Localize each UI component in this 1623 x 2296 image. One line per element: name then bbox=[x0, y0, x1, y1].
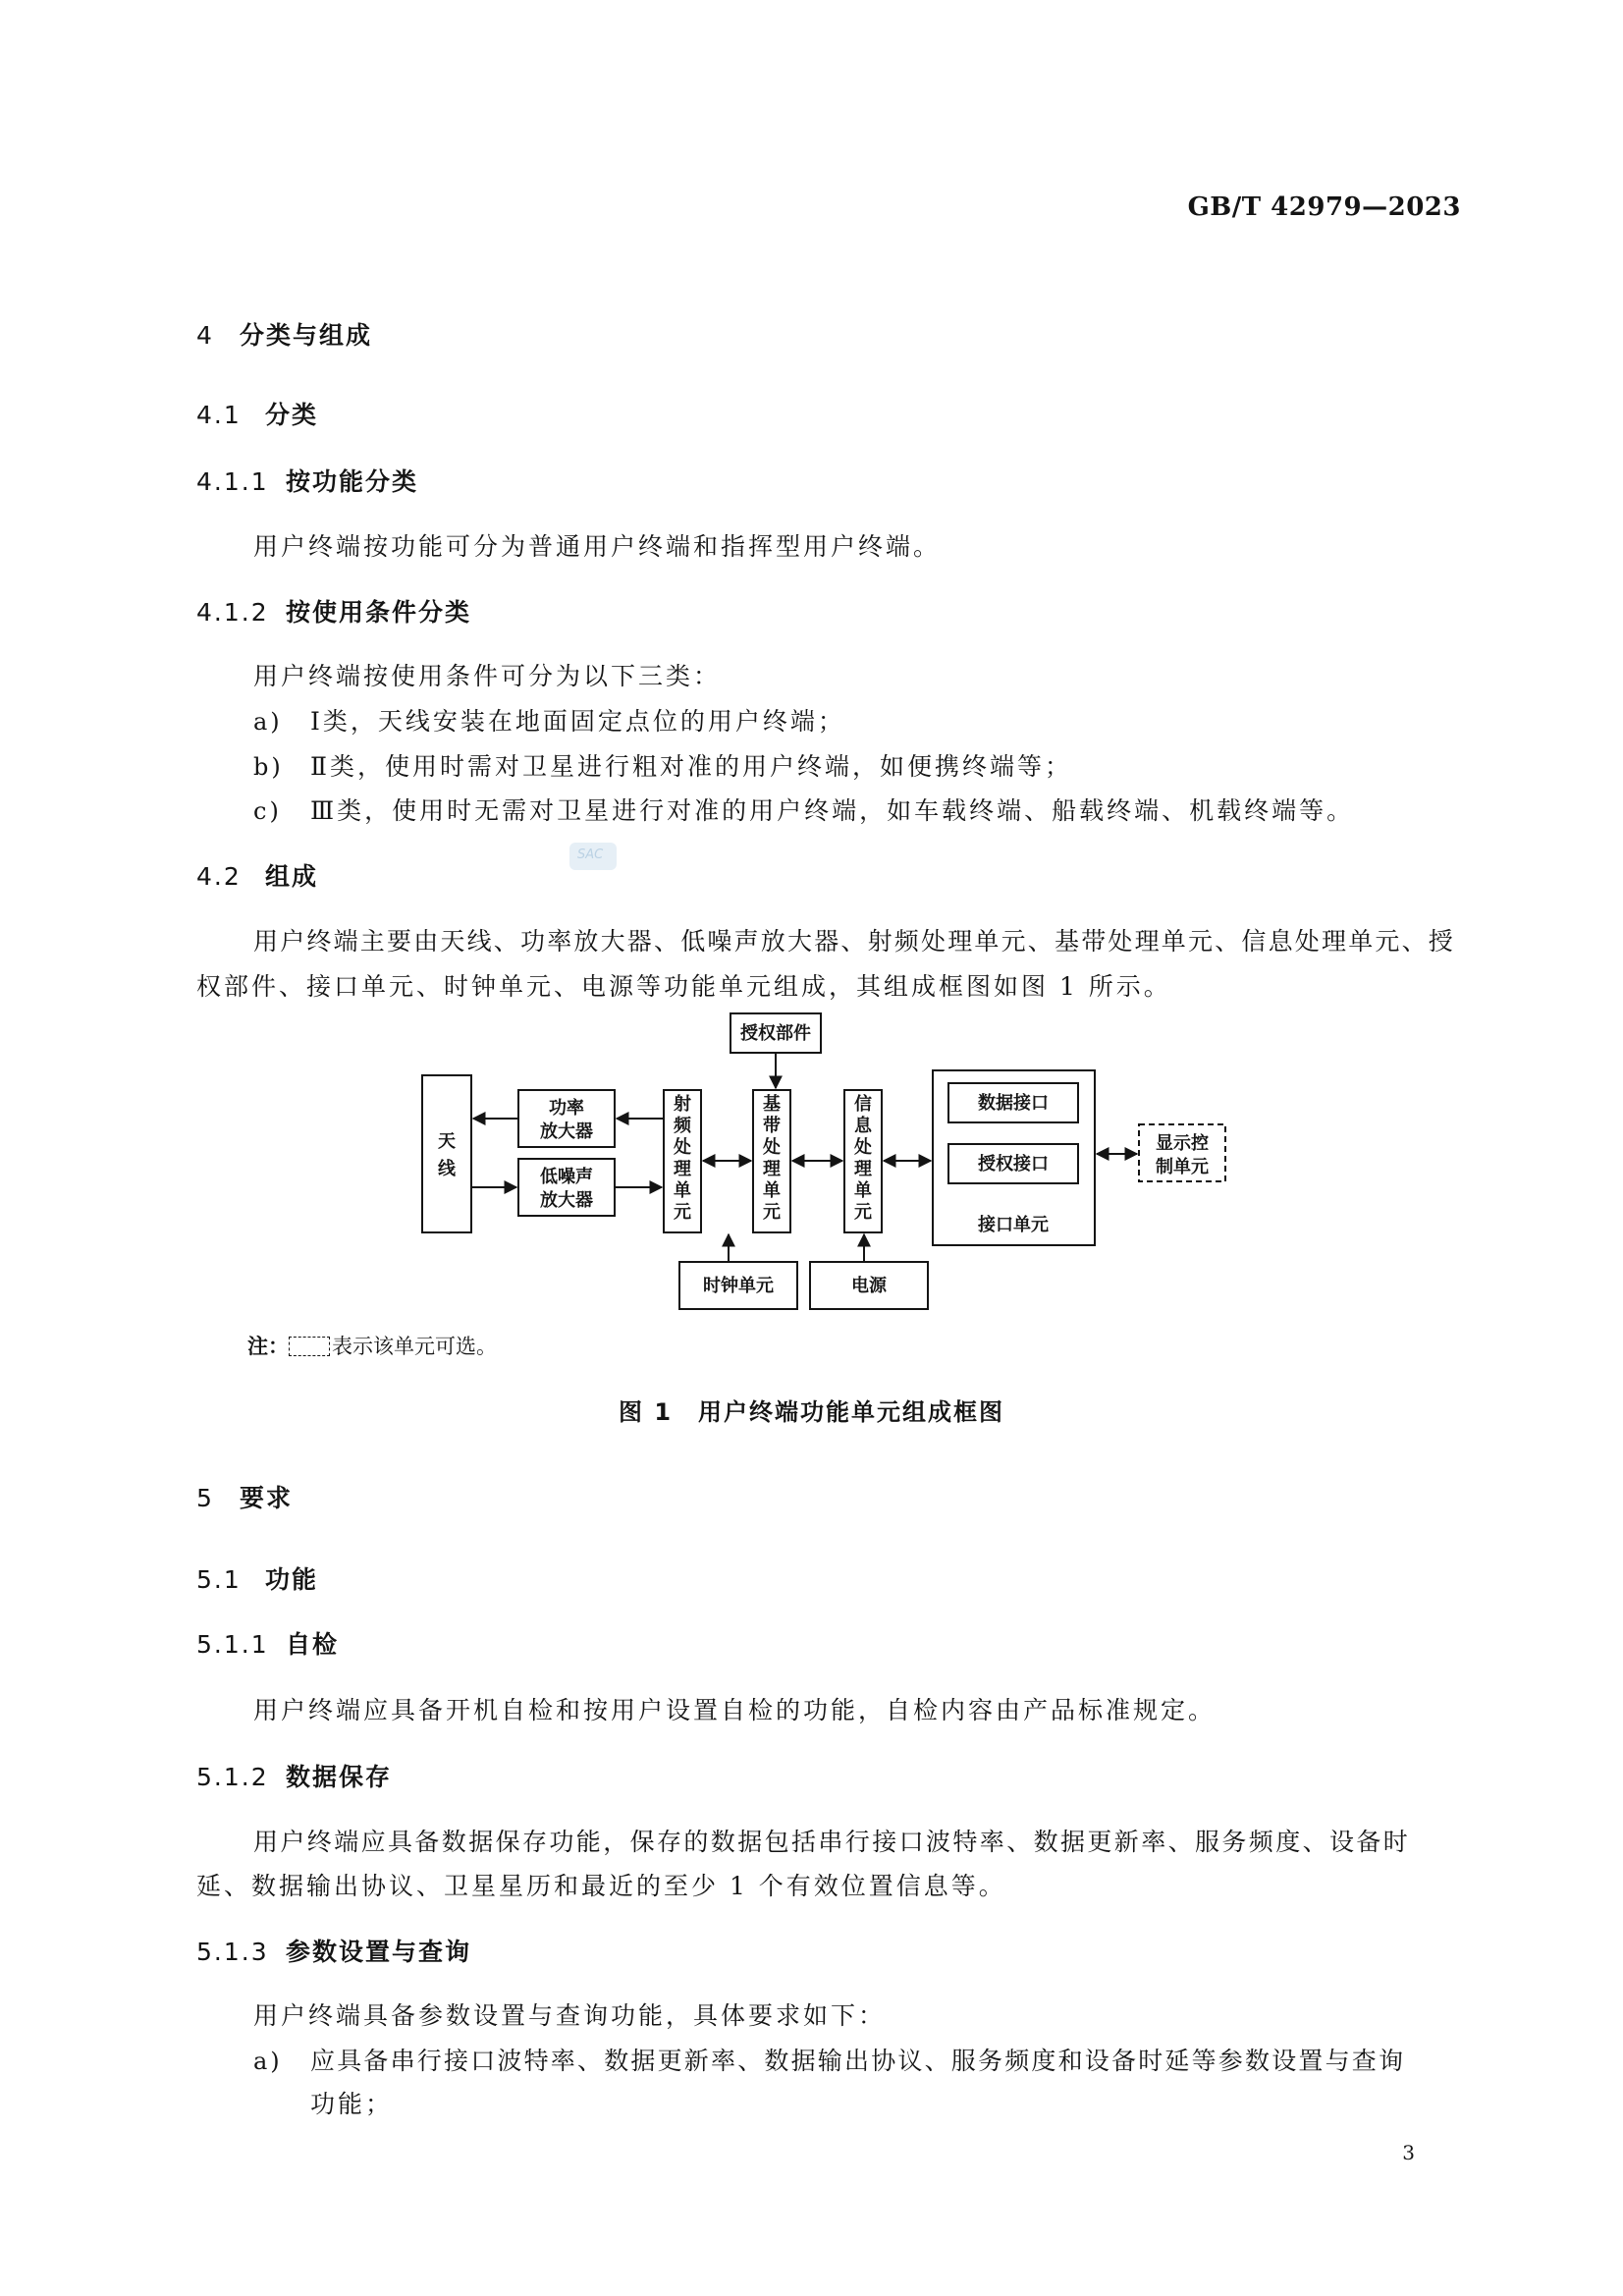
paragraph-line: 用户终端主要由天线、功率放大器、低噪声放大器、射频处理单元、基带处理单元、信息处理单元、授 bbox=[253, 927, 1456, 956]
antenna-box bbox=[422, 1075, 471, 1232]
clock-unit-label: 时钟单元 bbox=[703, 1276, 774, 1296]
info-label-char: 单 bbox=[854, 1180, 872, 1201]
rf-label-char: 射 bbox=[674, 1094, 691, 1115]
standard-number: GB/T 42979—2023 bbox=[1187, 192, 1461, 222]
sac-watermark: SAC bbox=[569, 843, 617, 870]
display-control-label: 显示控 bbox=[1156, 1133, 1209, 1154]
rf-label-char: 处 bbox=[674, 1137, 691, 1158]
bb-label-char: 基 bbox=[763, 1094, 781, 1115]
info-label-char: 元 bbox=[854, 1202, 872, 1223]
pa-label: 功率 bbox=[549, 1098, 584, 1119]
paragraph: 用户终端具备参数设置与查询功能，具体要求如下： bbox=[253, 2001, 887, 2030]
section-4-heading bbox=[196, 316, 372, 352]
section-4-1-2-heading bbox=[196, 593, 471, 629]
data-interface-label: 数据接口 bbox=[978, 1093, 1049, 1114]
section-title: 数据保存 bbox=[286, 1763, 393, 1791]
info-label-char: 息 bbox=[854, 1116, 872, 1136]
display-control-label: 制单元 bbox=[1156, 1157, 1209, 1177]
section-number: 4.1 bbox=[196, 401, 242, 429]
pa-label: 放大器 bbox=[540, 1121, 593, 1142]
bb-label-char: 单 bbox=[763, 1180, 781, 1201]
section-number: 5.1.1 bbox=[196, 1630, 269, 1659]
info-label-char: 处 bbox=[854, 1137, 872, 1158]
list-text: Ⅱ类，使用时需对卫星进行粗对准的用户终端，如便携终端等； bbox=[310, 752, 1072, 781]
section-title: 组成 bbox=[265, 862, 319, 891]
section-5-heading bbox=[196, 1479, 293, 1514]
list-marker: a) bbox=[253, 2048, 283, 2075]
section-number: 4.2 bbox=[196, 862, 242, 891]
paragraph-line: 用户终端应具备数据保存功能，保存的数据包括串行接口波特率、数据更新率、服务频度、设备时 bbox=[253, 1828, 1411, 1856]
list-marker: a) bbox=[253, 708, 283, 736]
figure-note bbox=[247, 1331, 497, 1360]
note-label: 注： bbox=[247, 1334, 289, 1358]
section-5-1-1-heading bbox=[196, 1625, 339, 1661]
list-text: 应具备串行接口波特率、数据更新率、数据输出协议、服务频度和设备时延等参数设置与查询 bbox=[310, 2047, 1406, 2075]
rf-label-char: 元 bbox=[674, 1202, 691, 1223]
paragraph: 用户终端按使用条件可分为以下三类： bbox=[253, 662, 722, 690]
list-text-continuation: 功能； bbox=[310, 2090, 394, 2118]
section-number: 4 bbox=[196, 321, 214, 350]
list-text: Ⅲ类，使用时无需对卫星进行对准的用户终端，如车载终端、船载终端、机载终端等。 bbox=[310, 796, 1355, 825]
info-label-char: 信 bbox=[854, 1094, 872, 1115]
section-title: 自检 bbox=[286, 1630, 340, 1659]
section-number: 5 bbox=[196, 1484, 214, 1512]
antenna-label: 天 bbox=[438, 1131, 456, 1152]
bb-label-char: 元 bbox=[763, 1202, 781, 1223]
rf-label-char: 单 bbox=[674, 1180, 691, 1201]
info-label-char: 理 bbox=[854, 1159, 872, 1179]
list-marker: b) bbox=[253, 753, 284, 781]
power-supply-label: 电源 bbox=[851, 1276, 887, 1296]
lna-label: 低噪声 bbox=[540, 1167, 593, 1187]
figure-caption: 图 1 用户终端功能单元组成框图 bbox=[619, 1398, 1005, 1426]
section-5-1-heading bbox=[196, 1560, 318, 1596]
section-4-1-1-heading bbox=[196, 463, 418, 498]
section-number: 4.1.1 bbox=[196, 467, 269, 496]
paragraph-line: 延、数据输出协议、卫星星历和最近的至少 1 个有效位置信息等。 bbox=[196, 1872, 1006, 1900]
lna-label: 放大器 bbox=[540, 1190, 593, 1211]
section-number: 5.1 bbox=[196, 1565, 242, 1594]
interface-unit-label: 接口单元 bbox=[978, 1215, 1049, 1235]
section-title: 要求 bbox=[240, 1484, 294, 1512]
section-title: 分类与组成 bbox=[240, 321, 373, 350]
section-4-1-heading bbox=[196, 396, 318, 431]
antenna-label: 线 bbox=[438, 1159, 456, 1179]
section-title: 按功能分类 bbox=[286, 467, 419, 496]
list-item bbox=[253, 2042, 1405, 2077]
list-text: Ⅰ类，天线安装在地面固定点位的用户终端； bbox=[310, 707, 845, 736]
paragraph-line: 权部件、接口单元、时钟单元、电源等功能单元组成，其组成框图如图 1 所示。 bbox=[196, 972, 1171, 1001]
paragraph: 用户终端按功能可分为普通用户终端和指挥型用户终端。 bbox=[253, 532, 942, 561]
list-item bbox=[253, 792, 1354, 827]
section-5-1-3-heading bbox=[196, 1933, 471, 1968]
paragraph: 用户终端应具备开机自检和按用户设置自检的功能，自检内容由产品标准规定。 bbox=[253, 1696, 1217, 1724]
section-number: 5.1.3 bbox=[196, 1938, 269, 1966]
block-diagram bbox=[412, 1002, 1257, 1326]
bb-label-char: 理 bbox=[763, 1159, 781, 1179]
section-title: 参数设置与查询 bbox=[286, 1938, 472, 1966]
rf-label-char: 频 bbox=[674, 1116, 691, 1136]
page-number: 3 bbox=[1402, 2141, 1415, 2164]
bb-label-char: 带 bbox=[763, 1116, 781, 1136]
list-item bbox=[253, 747, 1072, 783]
rf-label-char: 理 bbox=[674, 1159, 691, 1179]
bb-label-char: 处 bbox=[763, 1137, 781, 1158]
section-title: 按使用条件分类 bbox=[286, 598, 472, 627]
section-5-1-2-heading bbox=[196, 1758, 392, 1793]
section-number: 5.1.2 bbox=[196, 1763, 269, 1791]
list-marker: c) bbox=[253, 797, 282, 825]
list-item bbox=[253, 702, 845, 738]
section-number: 4.1.2 bbox=[196, 598, 269, 627]
auth-component-label: 授权部件 bbox=[740, 1023, 811, 1044]
section-4-2-heading bbox=[196, 857, 318, 893]
section-title: 分类 bbox=[265, 401, 319, 429]
optional-legend-box bbox=[289, 1337, 330, 1356]
note-text: 表示该单元可选。 bbox=[332, 1335, 497, 1358]
section-title: 功能 bbox=[265, 1565, 319, 1594]
auth-interface-label: 授权接口 bbox=[978, 1154, 1049, 1175]
